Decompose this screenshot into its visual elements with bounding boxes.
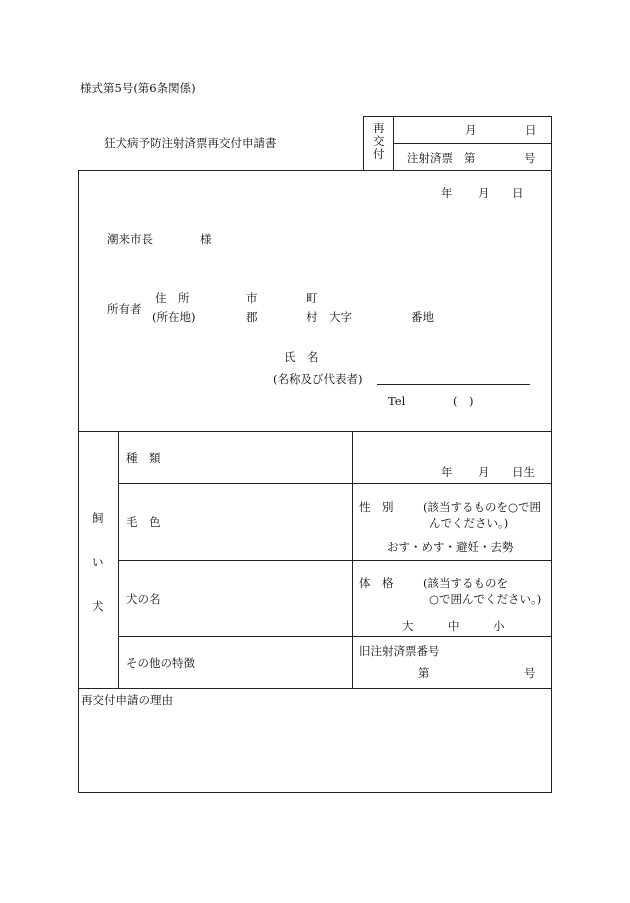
form-number: 様式第5号(第6条関係) xyxy=(80,81,196,95)
address-village: 村 xyxy=(306,310,318,324)
address-label: 住 所 xyxy=(155,291,190,305)
tag-label: 注射済票 xyxy=(407,151,453,165)
address-oaza: 大字 xyxy=(329,310,352,324)
tag-go: 号 xyxy=(524,151,536,165)
coat-label: 毛 色 xyxy=(126,515,161,529)
address-county: 郡 xyxy=(246,310,258,324)
tel-label: Tel xyxy=(388,394,406,408)
divider xyxy=(78,431,552,432)
name-label: 氏 名 xyxy=(284,350,319,364)
old-tag-label: 旧注射済票番号 xyxy=(359,644,440,658)
birth-month: 月 xyxy=(478,465,490,479)
reissue-char-3: 付 xyxy=(373,147,385,161)
address-town: 町 xyxy=(306,291,318,305)
addressee: 潮来市長 xyxy=(107,232,153,246)
other-features-label: その他の特徴 xyxy=(126,656,195,670)
addressee-honorific: 様 xyxy=(200,232,212,246)
reason-label: 再交付申請の理由 xyxy=(81,693,173,707)
size-label: 体 格 xyxy=(359,576,394,590)
tel-paren: ( ) xyxy=(453,394,474,408)
address-banchi: 番地 xyxy=(411,310,434,324)
old-tag-go: 号 xyxy=(524,666,536,680)
birth-year: 年 xyxy=(441,465,453,479)
dog-section-char-2: い xyxy=(92,555,104,569)
size-medium: 中 xyxy=(448,619,460,633)
reissue-char-1: 再 xyxy=(373,121,385,135)
reissue-month: 月 xyxy=(465,123,477,137)
sex-note-line2: んでください。) xyxy=(429,516,509,530)
divider xyxy=(393,143,552,144)
date-day: 日 xyxy=(512,186,524,200)
date-year: 年 xyxy=(441,186,453,200)
size-note-line1: (該当するものを xyxy=(423,576,508,590)
form-title: 狂犬病予防注射済票再交付申請書 xyxy=(104,136,277,150)
reissue-day: 日 xyxy=(525,123,537,137)
name-label-sub: (名称及び代表者) xyxy=(273,372,363,386)
old-tag-dai: 第 xyxy=(418,666,430,680)
sex-note-line1: (該当するものを○で囲 xyxy=(423,500,542,514)
reissue-char-2: 交 xyxy=(373,134,385,148)
birth-day: 日生 xyxy=(512,465,535,479)
dog-section-char-3: 犬 xyxy=(92,599,104,613)
date-month: 月 xyxy=(478,186,490,200)
divider xyxy=(118,636,552,637)
dog-name-label: 犬の名 xyxy=(126,592,161,606)
sex-options: おす・めす・避妊・去勢 xyxy=(387,540,514,554)
address-label-sub: (所在地) xyxy=(152,310,196,324)
name-signature-line xyxy=(377,384,530,385)
dog-section-char-1: 飼 xyxy=(92,511,104,525)
address-city: 市 xyxy=(246,291,258,305)
tag-dai: 第 xyxy=(464,151,476,165)
sex-label: 性 別 xyxy=(359,500,394,514)
breed-label: 種 類 xyxy=(126,451,161,465)
divider xyxy=(78,688,552,689)
divider xyxy=(118,483,552,484)
divider xyxy=(118,560,552,561)
size-note-line2: ○で囲んでください。) xyxy=(429,592,542,606)
size-small: 小 xyxy=(493,619,505,633)
size-large: 大 xyxy=(402,619,414,633)
owner-label: 所有者 xyxy=(107,302,142,316)
